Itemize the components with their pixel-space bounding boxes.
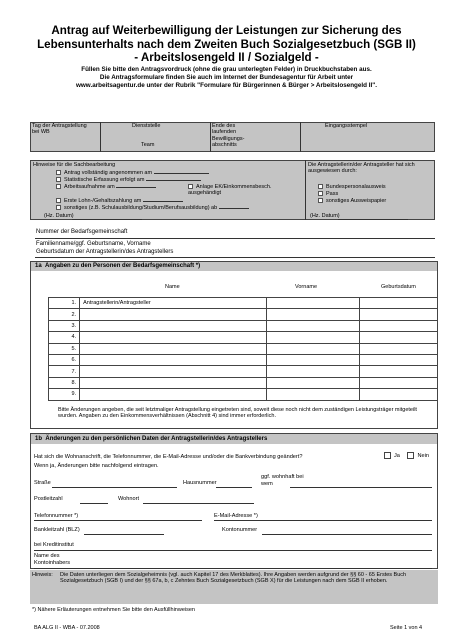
geburtsdatum-cell[interactable] (360, 354, 438, 365)
email-field[interactable] (214, 520, 432, 521)
vorname-cell[interactable] (266, 354, 359, 365)
checkbox[interactable] (56, 177, 61, 182)
checkbox[interactable] (56, 170, 61, 175)
section-1b-title: 1b Änderungen zu den persönlichen Daten der Antragstellerin/des Antragstellers (35, 436, 268, 442)
tag-der-antragstellung-label: Tag der Antragstellung bei WB (32, 123, 87, 136)
ja-checkbox[interactable] (384, 452, 391, 459)
notes-right-title: Die Antragstellerin/der Antragsteller hat sich ausgewiesen durch: (308, 162, 415, 175)
geburtsdatum-cell[interactable] (360, 320, 438, 331)
col-vorname: Vorname (295, 284, 318, 290)
applicant-name-label: Familienname/ggf. Geburtsname, Vorname (36, 241, 151, 247)
id-item-2[interactable]: Pass (318, 191, 338, 197)
eingangsstempel-label: Eingangsstempel (325, 123, 368, 129)
instruction-line-2: Die Antragsformulare finden Sie auch im Internet der Bundesagentur für Arbeit unter (99, 74, 354, 81)
title-line-2: Lebensunterhalts nach dem Zweiten Buch Sozialgesetzbuch (SGB II) (37, 37, 416, 51)
name-cell[interactable] (80, 309, 267, 320)
id-item-3[interactable]: sonstiges Ausweispapier (318, 198, 386, 204)
table-row (49, 366, 438, 377)
bg-number-label: Nummer der Bedarfsgemeinschaft (36, 229, 128, 235)
konto-field[interactable] (262, 534, 432, 535)
instruction-line-3: www.arbeitsagentur.de unter der Rubrik "Formulare für Bürgerinnen & Bürger > Arbeitslosengeld II". (76, 82, 377, 89)
note-item-6[interactable]: sonstiges (z.B. Schulausbildung/Studium/Berufsausbildung) ab (56, 205, 249, 211)
row-number: 1. (49, 298, 80, 309)
blz-field[interactable] (84, 534, 164, 535)
konto-label: Kontonummer (222, 527, 258, 533)
notes-left-footer: (Hz. Datum) (44, 213, 74, 219)
note-item-3[interactable]: Arbeitsaufnahme am (56, 184, 156, 190)
name-cell[interactable] (80, 354, 267, 365)
email-label: E-Mail-Adresse *) (214, 513, 258, 519)
name-cell[interactable]: Antragstellerin/Antragsteller (80, 298, 267, 309)
plz-label: Postleitzahl (34, 496, 63, 502)
name-cell[interactable] (80, 332, 267, 343)
row-number: 4. (49, 332, 80, 343)
title-line-1: Antrag auf Weiterbewilligung der Leistungen zur Sicherung des (51, 24, 402, 37)
footnote: *) Nähere Erläuterungen entnehmen Sie bitte den Ausfüllhinweisen (32, 607, 195, 613)
geburtsdatum-cell[interactable] (360, 389, 438, 400)
instruction-line-1: Füllen Sie bitte den Antragsvordruck (ohne die grau unterlegten Felder) in Druckbuchstaben aus. (81, 66, 372, 73)
name-cell[interactable] (80, 377, 267, 388)
row-number: 6. (49, 354, 80, 365)
instructions (10, 66, 443, 90)
section-1a-title: 1a Angaben zu den Personen der Bedarfsgemeinschaft *) (35, 263, 201, 269)
notes-right-footer: (Hz. Datum) (310, 213, 340, 219)
change-followup: Wenn ja, Änderungen bitte nachfolgend eintragen. (34, 463, 159, 469)
hinweis-text: Die Daten unterliegen dem Sozialgeheimnis (vgl. auch Kapitel 17 des Merkblattes). Ihre Angaben werden aufgrund der §§ 60 - 65 Erstes Buch Sozialgesetzbuch (SGB I) und der §§ 67a, b, c Zehntes Buch Sozialgesetzbuch (SGB X) für die Leistungen nach dem SGB II erhoben. (60, 572, 407, 585)
kontoinhaber-label: Name des Kontoinhabers (34, 553, 71, 566)
wohnort-field[interactable] (143, 503, 254, 504)
vorname-cell[interactable] (266, 389, 359, 400)
kreditinstitut-field[interactable] (34, 550, 432, 551)
id-item-1[interactable]: Bundespersonalausweis (318, 184, 386, 190)
checkbox[interactable] (56, 184, 61, 189)
geburtsdatum-cell[interactable] (360, 332, 438, 343)
telefon-field[interactable] (34, 520, 202, 521)
strasse-field[interactable] (52, 487, 177, 488)
table-row (49, 354, 438, 365)
table-row (49, 377, 438, 388)
ja-label: Ja (394, 452, 400, 459)
title-line-3: - Arbeitslosengeld II / Sozialgeld - (134, 51, 319, 64)
wohnheft-label: ggf. wohnhaft bei wem (261, 474, 304, 487)
vorname-cell[interactable] (266, 377, 359, 388)
row-number: 9. (49, 389, 80, 400)
footer-left: BA ALG II - WBA - 07.2008 (34, 625, 100, 631)
note-item-1[interactable]: Antrag vollständig angenommen am (56, 170, 209, 176)
notes-left-title: Hinweise für die Sachbearbeitung (33, 162, 116, 168)
vorname-cell[interactable] (266, 332, 359, 343)
vorname-cell[interactable] (266, 343, 359, 354)
table-row (49, 298, 438, 309)
nein-label: Nein (417, 452, 429, 459)
checkbox[interactable] (56, 205, 61, 210)
table-row (49, 389, 438, 400)
hausnummer-label: Hausnummer (183, 480, 217, 486)
table-row (49, 343, 438, 354)
persons-table (48, 297, 438, 401)
col-name: Name (165, 284, 180, 290)
team-label: Team (141, 142, 155, 148)
strasse-label: Straße (34, 480, 51, 486)
table-row (49, 309, 438, 320)
name-cell[interactable] (80, 343, 267, 354)
wohnort-label: Wohnort (118, 496, 140, 502)
row-number: 5. (49, 343, 80, 354)
name-cell[interactable] (80, 389, 267, 400)
section-1a-note: Bitte Änderungen angeben, die seit letztmaliger Antragstellung eingetreten sind, soweit diese noch nicht dem zuständigen Leistungsträger mitgeteilt wurden. Angaben zu den Einkommensverhältnissen (Abschnitt 4) sind immer erforderlich. (58, 407, 417, 420)
checkbox[interactable] (318, 198, 323, 203)
dienststelle-label: Dienststelle (132, 123, 161, 129)
col-geburtsdatum: Geburtsdatum (381, 284, 416, 290)
row-number: 7. (49, 366, 80, 377)
change-question: Hat sich die Wohnanschrift, die Telefonnummer, die E-Mail-Adresse und/oder die Bankverbindung geändert? (34, 454, 303, 460)
geburtsdatum-cell[interactable] (360, 343, 438, 354)
applicant-dob-label: Geburtsdatum der Antragstellerin/des Antragstellers (36, 249, 174, 255)
kontoinhaber-field[interactable] (34, 568, 432, 569)
nein-checkbox[interactable] (407, 452, 414, 459)
checkbox[interactable] (188, 184, 193, 189)
geburtsdatum-cell[interactable] (360, 309, 438, 320)
table-row (49, 320, 438, 331)
table-row (49, 332, 438, 343)
ende-bewilligung-label: Ende des laufenden Bewilligungs- abschnitts (212, 123, 245, 149)
checkbox[interactable] (318, 191, 323, 196)
footer-right: Seite 1 von 4 (390, 625, 423, 631)
name-cell[interactable] (80, 320, 267, 331)
wohnheft-field[interactable] (290, 487, 432, 488)
plz-field[interactable] (80, 503, 108, 504)
note-item-5[interactable]: Erste Lohn-/Gehaltszahlung am (56, 198, 183, 204)
hinweis-label: Hinweis: (32, 572, 53, 578)
geburtsdatum-cell[interactable] (360, 366, 438, 377)
geburtsdatum-cell[interactable] (360, 298, 438, 309)
checkbox[interactable] (318, 184, 323, 189)
vorname-cell[interactable] (266, 298, 359, 309)
form-title (20, 24, 433, 65)
blz-label: Bankleitzahl (BLZ) (34, 527, 80, 533)
note-item-4[interactable]: Anlage EK/Einkommensbesch. ausgehändigt (188, 184, 272, 197)
row-number: 2. (49, 309, 80, 320)
telefon-label: Telefonnummer *) (34, 513, 79, 519)
ja-nein-group (378, 452, 429, 459)
name-cell[interactable] (80, 366, 267, 377)
vorname-cell[interactable] (266, 320, 359, 331)
checkbox[interactable] (56, 198, 61, 203)
kreditinstitut-label: bei Kreditinstitut (34, 542, 74, 548)
row-number: 3. (49, 320, 80, 331)
row-number: 8. (49, 377, 80, 388)
vorname-cell[interactable] (266, 366, 359, 377)
note-item-2[interactable]: Statistische Erfassung erfolgt am (56, 177, 201, 183)
geburtsdatum-cell[interactable] (360, 377, 438, 388)
vorname-cell[interactable] (266, 309, 359, 320)
hausnummer-field[interactable] (216, 487, 252, 488)
